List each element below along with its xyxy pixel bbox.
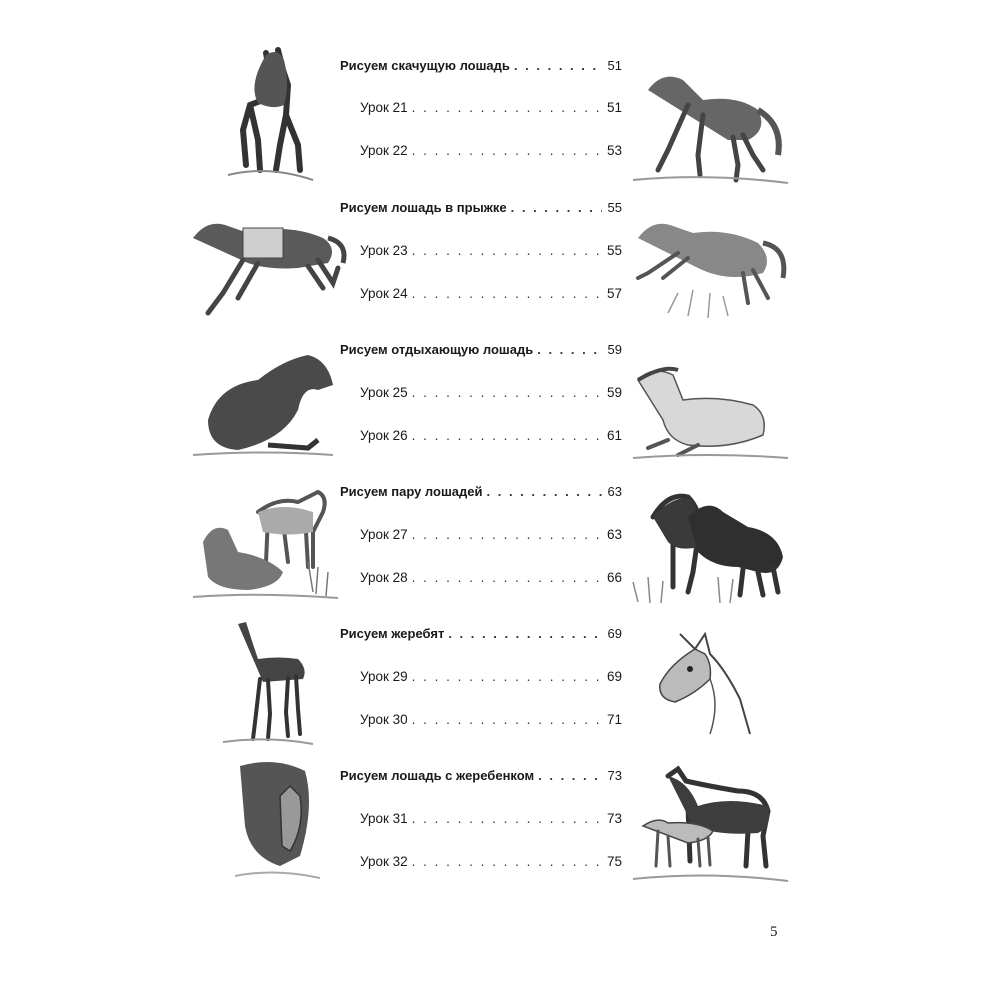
toc-heading[interactable] [340, 200, 622, 216]
toc-page-number: 63 [606, 527, 622, 542]
leaping-horse-illustration [628, 198, 793, 328]
toc-leader-dots [412, 385, 602, 401]
toc-heading-title: Рисуем жеребят [340, 626, 445, 641]
toc-page-number: 69 [607, 626, 622, 641]
toc-section [180, 45, 800, 180]
toc-lesson-title: Урок 21 [360, 100, 408, 115]
toc-leader-dots [487, 484, 603, 500]
standing-foal-illustration [218, 614, 318, 749]
toc-page-number: 73 [606, 811, 622, 826]
toc-page-number: 75 [606, 854, 622, 869]
toc-leader-dots [511, 200, 602, 216]
toc-leader-dots [412, 712, 602, 728]
toc-page-number: 61 [606, 428, 622, 443]
toc-lesson-title: Урок 31 [360, 811, 408, 826]
toc-section [180, 188, 800, 323]
toc-heading-title: Рисуем лошадь с жеребенком [340, 768, 535, 783]
toc-page-number: 59 [606, 385, 622, 400]
toc-leader-dots [412, 143, 602, 159]
toc-page-number: 51 [606, 100, 622, 115]
toc-lesson[interactable] [340, 428, 622, 444]
toc-heading[interactable] [340, 342, 622, 358]
toc-lesson[interactable] [340, 385, 622, 401]
mare-nursing-foal-illustration [628, 761, 793, 891]
mare-foal-portrait-illustration [220, 756, 330, 891]
toc-page-number: 55 [606, 243, 622, 258]
jumping-horse-illustration [188, 188, 348, 323]
toc-lesson[interactable] [340, 570, 622, 586]
lying-dark-horse-illustration [188, 330, 338, 465]
toc-section [180, 472, 800, 607]
toc-heading[interactable] [340, 626, 622, 642]
toc-section [180, 756, 800, 891]
toc-heading[interactable] [340, 768, 622, 784]
toc-heading[interactable] [340, 58, 622, 74]
toc-lesson[interactable] [340, 286, 622, 302]
toc-leader-dots [412, 527, 602, 543]
toc-page-number: 51 [607, 58, 622, 73]
toc-lesson[interactable] [340, 243, 622, 259]
galloping-horse-illustration [628, 55, 793, 185]
pair-dark-horses-illustration [628, 477, 793, 607]
toc-lesson[interactable] [340, 100, 622, 116]
toc-leader-dots [538, 768, 602, 784]
toc-page-number: 73 [607, 768, 622, 783]
toc-lesson[interactable] [340, 143, 622, 159]
foal-head-illustration [650, 624, 770, 754]
toc-leader-dots [412, 243, 602, 259]
toc-page-number: 53 [606, 143, 622, 158]
page-number: 5 [770, 924, 778, 940]
toc-lesson-title: Урок 29 [360, 669, 408, 684]
lying-light-horse-illustration [628, 340, 793, 470]
toc-lesson-title: Урок 27 [360, 527, 408, 542]
toc-lesson-title: Урок 25 [360, 385, 408, 400]
two-horses-resting-illustration [188, 472, 343, 607]
toc-lesson-title: Урок 26 [360, 428, 408, 443]
toc-leader-dots [412, 669, 602, 685]
toc-lesson[interactable] [340, 527, 622, 543]
toc-lesson-title: Урок 30 [360, 712, 408, 727]
toc-section [180, 614, 800, 749]
toc-page-number: 69 [606, 669, 622, 684]
toc-lesson-title: Урок 24 [360, 286, 408, 301]
toc-lesson-title: Урок 28 [360, 570, 408, 585]
toc-heading-title: Рисуем отдыхающую лошадь [340, 342, 534, 357]
toc-leader-dots [412, 854, 602, 870]
toc-leader-dots [514, 58, 602, 74]
toc-page-number: 57 [606, 286, 622, 301]
toc-heading-title: Рисуем пару лошадей [340, 484, 483, 499]
toc-leader-dots [412, 570, 602, 586]
toc-heading-title: Рисуем лошадь в прыжке [340, 200, 507, 215]
toc-lesson[interactable] [340, 811, 622, 827]
toc-lesson[interactable] [340, 712, 622, 728]
toc-lesson[interactable] [340, 669, 622, 685]
toc-lesson-title: Урок 23 [360, 243, 408, 258]
toc-page-number: 55 [607, 200, 622, 215]
toc-leader-dots [537, 342, 602, 358]
toc-lesson[interactable] [340, 854, 622, 870]
toc-page-number: 63 [607, 484, 622, 499]
toc-lesson-title: Урок 32 [360, 854, 408, 869]
toc-page-number: 66 [606, 570, 622, 585]
toc-leader-dots [412, 811, 602, 827]
toc-leader-dots [412, 100, 602, 116]
toc-leader-dots [448, 626, 602, 642]
toc-leader-dots [412, 286, 602, 302]
toc-heading-title: Рисуем скачущую лошадь [340, 58, 510, 73]
toc-page-number: 71 [606, 712, 622, 727]
rearing-horse-illustration [188, 45, 338, 180]
toc-heading[interactable] [340, 484, 622, 500]
toc-section [180, 330, 800, 465]
toc-leader-dots [412, 428, 602, 444]
toc-lesson-title: Урок 22 [360, 143, 408, 158]
toc-page-number: 59 [607, 342, 622, 357]
